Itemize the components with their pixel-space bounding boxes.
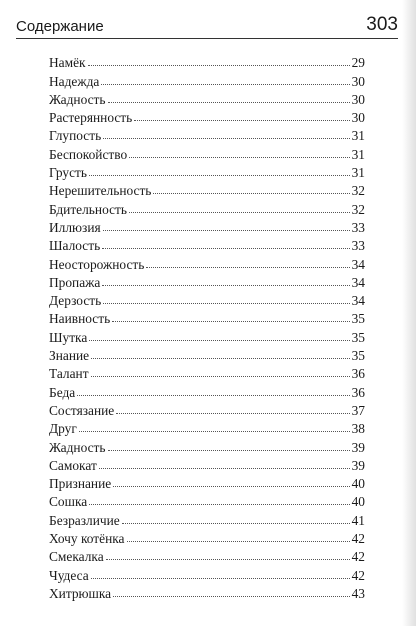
toc-entry-page: 38 [351,421,365,437]
toc-entry-page: 39 [351,457,365,473]
toc-entry [49,308,365,326]
toc-entry-page: 31 [351,146,365,162]
toc-entry-title: Шутка [49,329,88,345]
toc-entry [49,217,365,235]
dot-leader [146,267,349,268]
dot-leader [106,559,350,560]
toc-entry [49,162,365,180]
toc-entry [49,400,365,418]
toc-entry-title: Хочу котёнка [49,531,125,547]
toc-entry-title: Друг [49,421,77,437]
toc-entry-page: 35 [351,329,365,345]
dot-leader [102,285,349,286]
toc-entry-page: 42 [351,531,365,547]
dot-leader [91,376,350,377]
toc-entry-page: 34 [351,256,365,272]
toc-entry-title: Надежда [49,73,100,89]
toc-entry-title: Бдительность [49,201,128,217]
toc-entry-title: Знание [49,348,90,364]
toc-entry [49,583,365,601]
toc-entry [49,509,365,527]
toc-entry [49,418,365,436]
dot-leader [122,523,350,524]
toc-entry-title: Чудеса [49,567,89,583]
toc-entry [49,363,365,381]
toc-entry-page: 32 [351,183,365,199]
toc-entry [49,326,365,344]
page-edge-shadow [402,0,416,626]
dot-leader [91,358,350,359]
dot-leader [99,468,350,469]
toc-entry-page: 42 [351,567,365,583]
toc-entry-page: 37 [351,402,365,418]
dot-leader [102,248,349,249]
toc-entry-title: Наивность [49,311,111,327]
dot-leader [101,84,349,85]
toc-entry-title: Растерянность [49,110,133,126]
dot-leader [116,413,349,414]
toc-entry-page: 42 [351,549,365,565]
dot-leader [113,596,350,597]
toc-entry-page: 33 [351,238,365,254]
toc-entry [49,52,365,70]
toc-entry-title: Нерешительность [49,183,152,199]
toc-entry-page: 35 [351,311,365,327]
dot-leader [129,157,349,158]
toc-entry-page: 32 [351,201,365,217]
toc-entry-page: 30 [351,91,365,107]
dot-leader [113,486,349,487]
dot-leader [103,303,349,304]
toc-entry-title: Талант [49,366,89,382]
dot-leader [91,578,350,579]
toc-entry-title: Дерзость [49,293,102,309]
toc-entry-page: 41 [351,512,365,528]
toc-entry [49,107,365,125]
toc-entry-page: 31 [351,128,365,144]
dot-leader [103,138,349,139]
toc-entry-title: Жадность [49,439,106,455]
toc-entry [49,235,365,253]
dot-leader [112,321,349,322]
dot-leader [103,230,350,231]
toc-entry [49,436,365,454]
dot-leader [129,212,350,213]
toc-entry-title: Признание [49,476,112,492]
toc-entry [49,546,365,564]
toc-entry-title: Неосторожность [49,256,145,272]
toc-entry-title: Самокат [49,457,97,473]
toc-entry-title: Жадность [49,91,106,107]
toc-entry [49,198,365,216]
running-header [16,12,398,39]
dot-leader [89,175,350,176]
toc-entry [49,89,365,107]
toc-entry [49,70,365,88]
toc-entry [49,290,365,308]
toc-entry [49,125,365,143]
toc-entry [49,180,365,198]
dot-leader [79,431,350,432]
dot-leader [89,340,349,341]
dot-leader [134,120,349,121]
toc-entry-title: Намёк [49,55,86,71]
toc-entry-page: 30 [351,73,365,89]
toc-entry-page: 30 [351,110,365,126]
toc-entry [49,143,365,161]
toc-entry-title: Безразличие [49,512,120,528]
toc-entry-title: Шалость [49,238,101,254]
toc-entry [49,253,365,271]
toc-entry-title: Пропажа [49,274,101,290]
toc-entry-page: 36 [351,384,365,400]
toc-entry-page: 35 [351,348,365,364]
dot-leader [108,102,350,103]
toc-entry-page: 34 [351,274,365,290]
toc-entry-page: 40 [351,494,365,510]
page-number: 303 [366,14,398,35]
dot-leader [89,504,349,505]
toc-entry-page: 34 [351,293,365,309]
toc-entry-page: 36 [351,366,365,382]
dot-leader [153,193,349,194]
dot-leader [108,450,350,451]
toc-entry-title: Состязание [49,402,115,418]
dot-leader [127,541,350,542]
toc-entry-title: Иллюзия [49,219,101,235]
toc-entry-title: Глупость [49,128,102,144]
toc-entry [49,491,365,509]
toc-entry-page: 33 [351,219,365,235]
section-title: Содержание [16,18,104,35]
toc-entry [49,345,365,363]
dot-leader [88,65,350,66]
toc-entry [49,272,365,290]
toc-entry-title: Беспокойство [49,146,128,162]
toc-entry-title: Хитрюшка [49,585,112,601]
toc-entry-page: 40 [351,476,365,492]
toc-entry-title: Грусть [49,165,88,181]
table-of-contents [49,52,365,601]
toc-entry [49,455,365,473]
toc-entry-page: 39 [351,439,365,455]
toc-entry [49,528,365,546]
toc-entry-title: Беда [49,384,76,400]
dot-leader [77,395,349,396]
toc-entry-page: 31 [351,165,365,181]
toc-entry-page: 43 [351,585,365,601]
toc-entry-page: 29 [351,55,365,71]
toc-entry [49,381,365,399]
toc-entry-title: Смекалка [49,549,104,565]
toc-entry-title: Сошка [49,494,88,510]
toc-entry [49,564,365,582]
toc-entry [49,473,365,491]
